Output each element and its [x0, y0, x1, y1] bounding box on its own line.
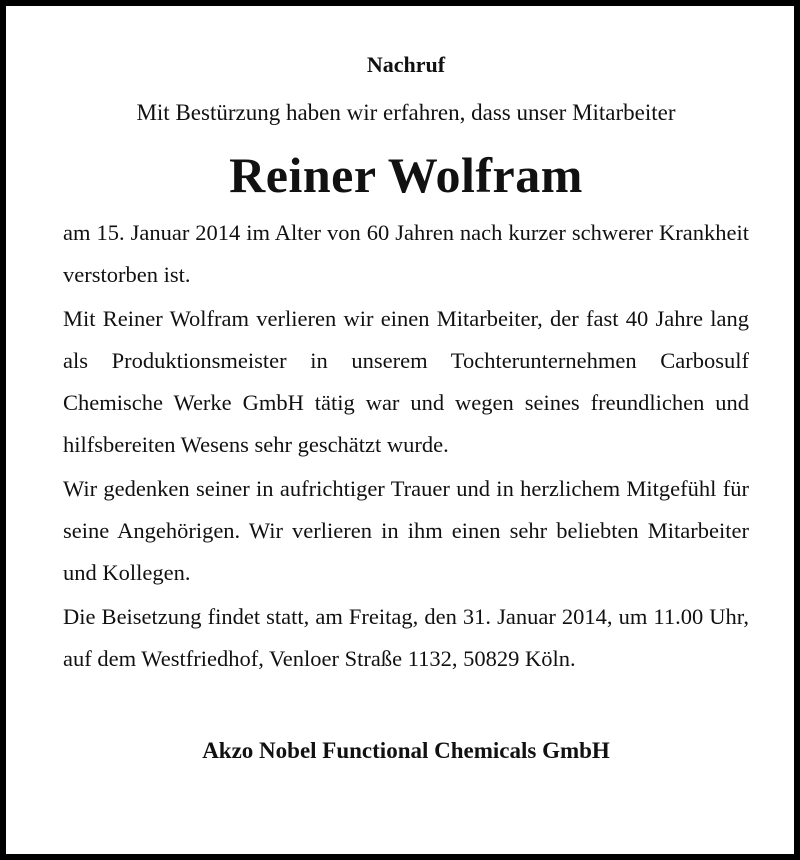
- obituary-heading: Nachruf: [366, 52, 446, 77]
- obituary-intro: Mit Bestürzung haben wir erfahren, dass unser Mitarbeiter: [136, 100, 676, 125]
- condolence-paragraph: Wir gedenken seiner in aufrichtiger Trauer und in herzlichem Mitgefühl für seine Angehörigen. Wir verlieren in ihm einen sehr beliebten Mitarbeiter und Kollegen.: [63, 476, 749, 585]
- deceased-name: Reiner Wolfram: [229, 147, 583, 203]
- career-paragraph: Mit Reiner Wolfram verlieren wir einen Mitarbeiter, der fast 40 Jahre lang als Produktionsmeister in unserem Tochterunternehmen Carbosulf Chemische Werke GmbH tätig war und wegen seines freundlichen und hilfsbereiten Wesens sehr geschätzt wurde.: [63, 306, 749, 457]
- death-date-paragraph: am 15. Januar 2014 im Alter von 60 Jahren nach kurzer schwerer Krankheit verstorben ist.: [63, 220, 749, 287]
- obituary-content: [63, 50, 749, 766]
- company-signature: Akzo Nobel Functional Chemicals GmbH: [202, 738, 610, 763]
- funeral-details-paragraph: Die Beisetzung findet statt, am Freitag, den 31. Januar 2014, um 11.00 Uhr, auf dem Westfriedhof, Venloer Straße 1132, 50829 Köln.: [63, 604, 749, 671]
